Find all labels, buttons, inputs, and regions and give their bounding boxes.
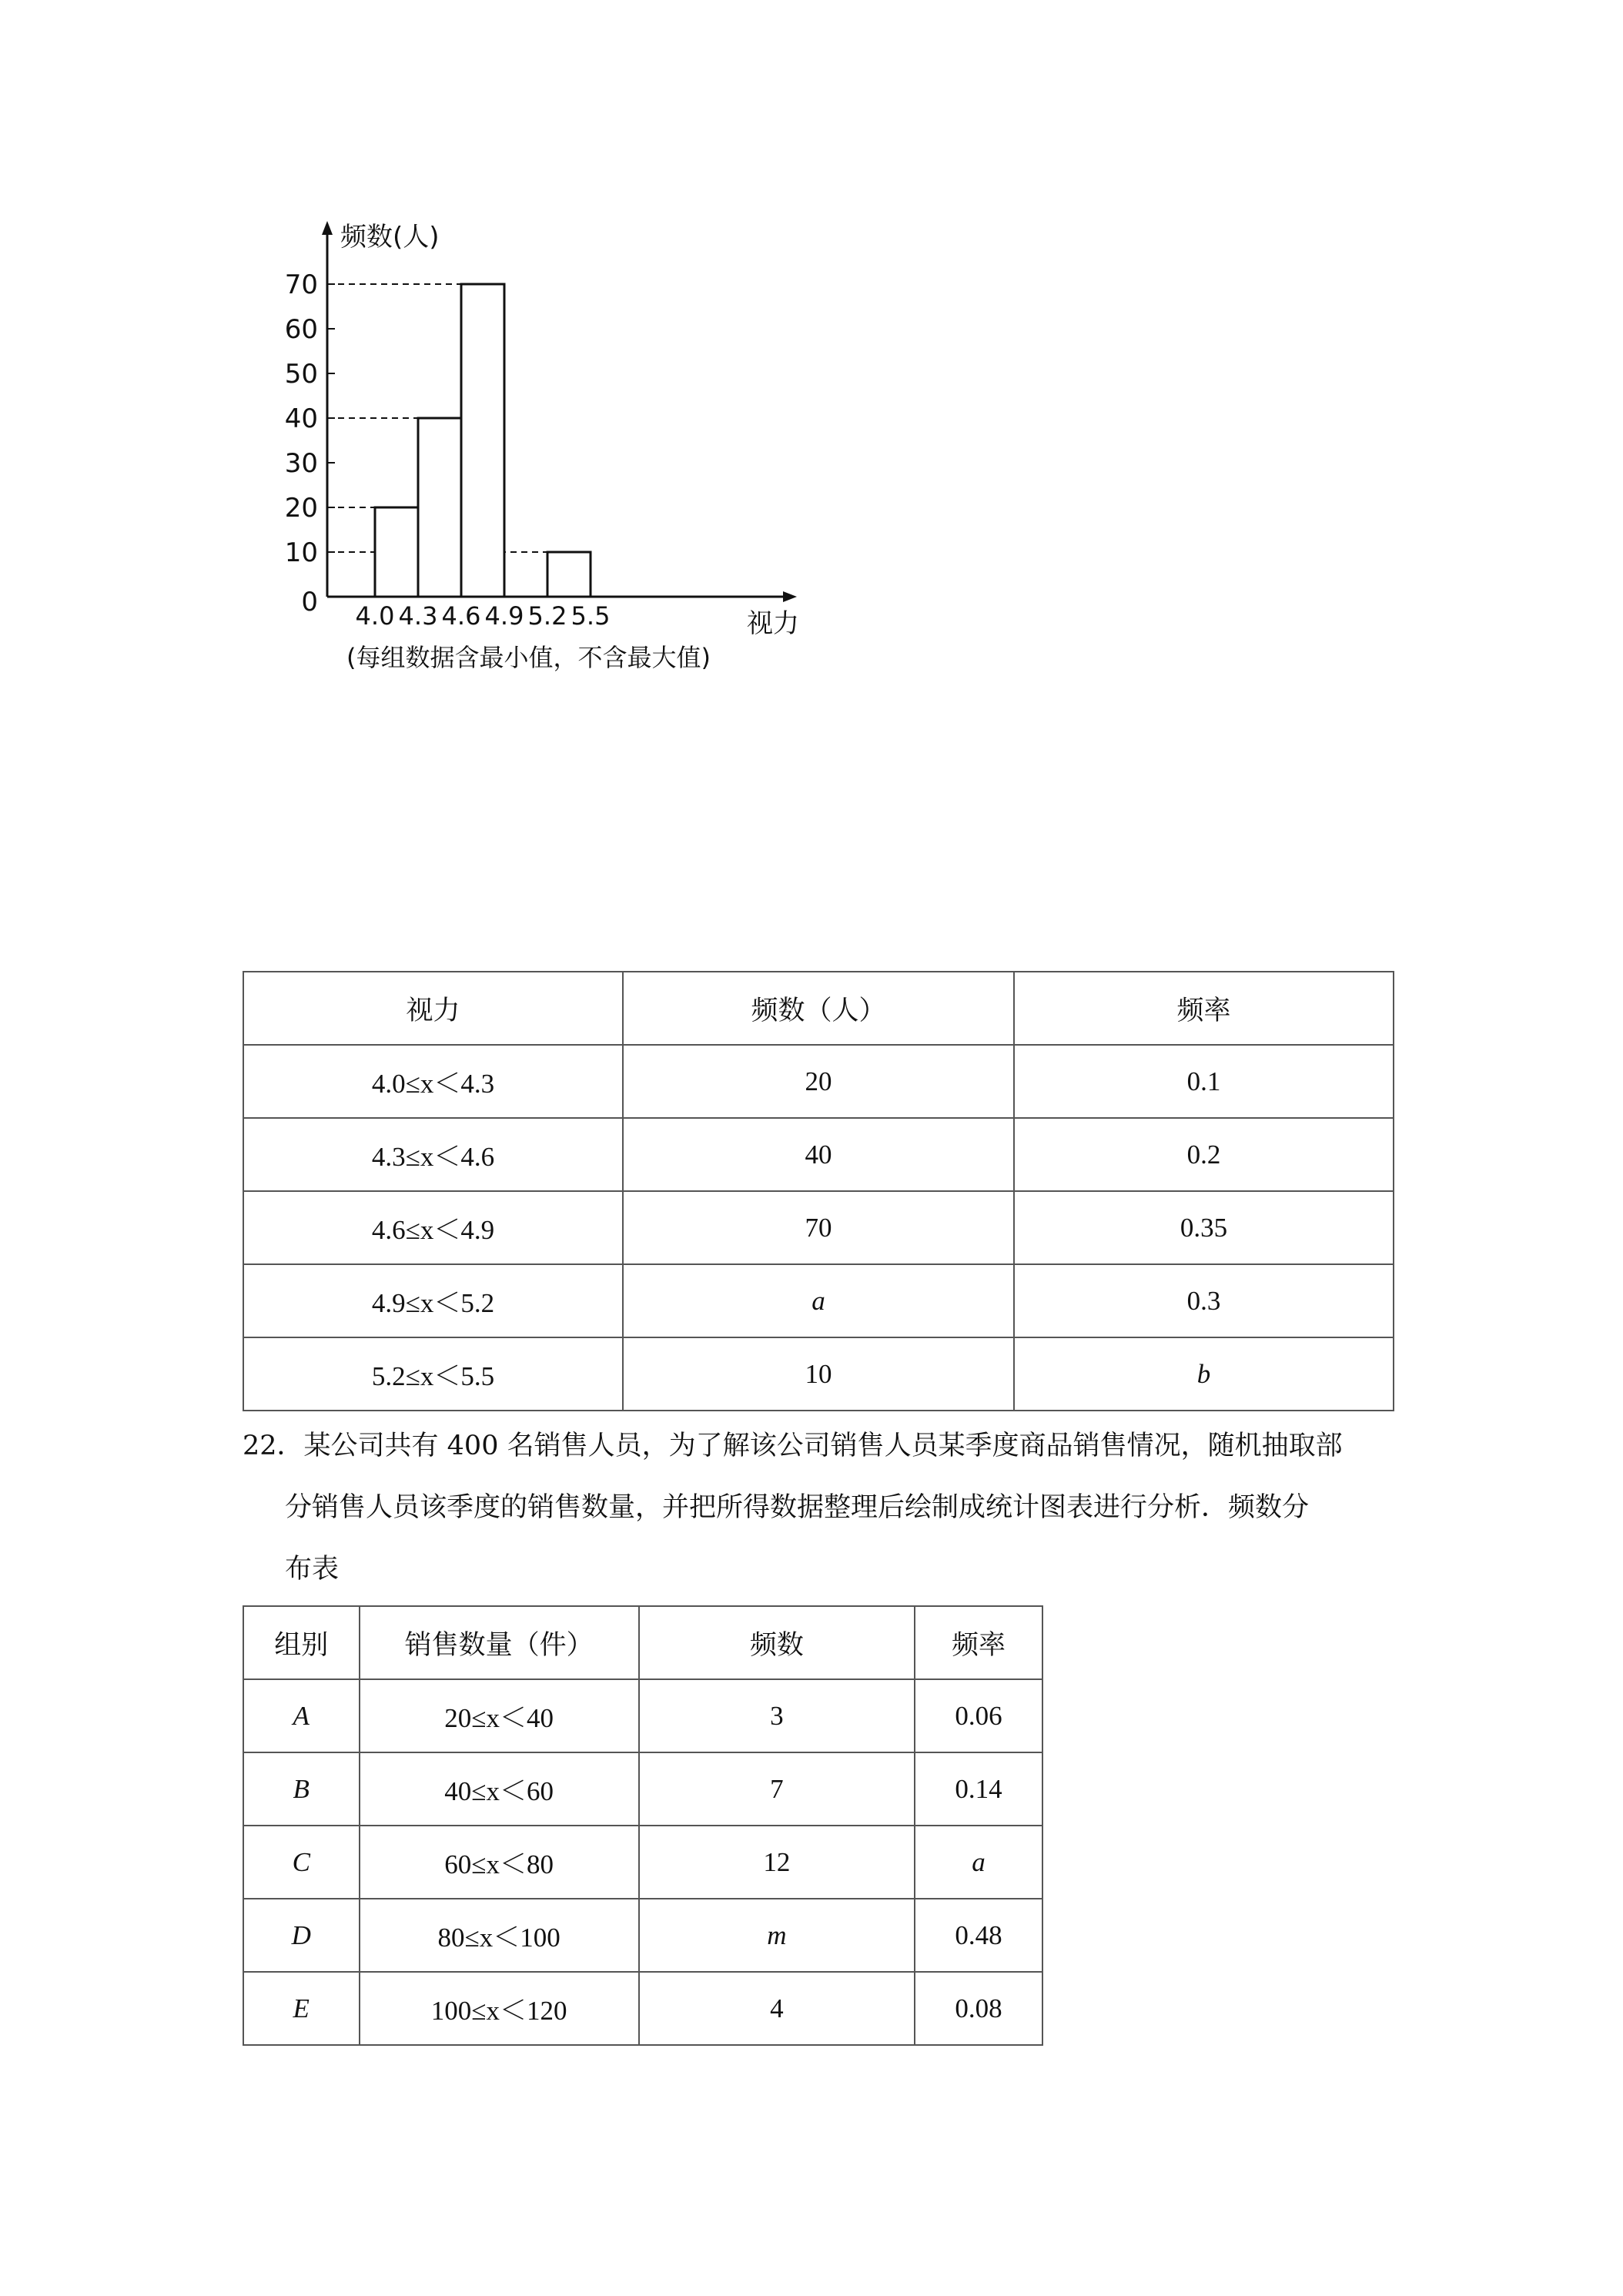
range-cell: 4.6≤x＜4.9 [243, 1191, 623, 1264]
table-row [243, 1118, 1394, 1191]
rate-cell: 0.2 [1014, 1118, 1394, 1191]
chart-note: (每组数据含最小值，不含最大值) [346, 643, 711, 672]
range-cell: 4.0≤x＜4.3 [243, 1045, 623, 1118]
range-cell: 100≤x＜120 [360, 1972, 639, 2045]
table-row [243, 1264, 1394, 1337]
header-cell: 组别 [243, 1606, 360, 1679]
rate-cell: 0.14 [915, 1752, 1042, 1826]
histogram-bar [547, 552, 591, 597]
range-cell: 4.9≤x＜5.2 [243, 1264, 623, 1337]
table-header-row [243, 1606, 1042, 1679]
bars [375, 284, 591, 597]
table-row [243, 1679, 1042, 1752]
x-tick-label: 4.3 [398, 601, 438, 631]
table-row [243, 1826, 1042, 1899]
y-tick-label: 40 [284, 403, 318, 434]
table-row [243, 1972, 1042, 2045]
rate-cell: 0.3 [1014, 1264, 1394, 1337]
x-axis-label: 视力 [747, 608, 799, 639]
y-axis-label: 频数(人) [340, 222, 440, 253]
question-line: 22．某公司共有 400 名销售人员，为了解该公司销售人员某季度商品销售情况，随机抽取部 [243, 1431, 1343, 1461]
count-cell: 70 [623, 1191, 1014, 1264]
header-cell: 销售数量（件） [360, 1606, 639, 1679]
count-cell: 3 [639, 1679, 915, 1752]
count-cell: 20 [623, 1045, 1014, 1118]
count-cell: 12 [639, 1826, 915, 1899]
count-cell: m [639, 1899, 915, 1972]
rate-cell: a [915, 1826, 1042, 1899]
histogram-bar [461, 284, 504, 597]
group-cell: E [243, 1972, 360, 2045]
question-line: 分销售人员该季度的销售数量，并把所得数据整理后绘制成统计图表进行分析．频数分 [285, 1492, 1310, 1523]
group-cell: A [243, 1679, 360, 1752]
y-tick-label: 20 [284, 493, 318, 524]
group-cell: B [243, 1752, 360, 1826]
header-cell: 频率 [1014, 972, 1394, 1045]
x-tick-label: 4.0 [355, 601, 395, 631]
table-row [243, 1752, 1042, 1826]
header-cell: 频数 [639, 1606, 915, 1679]
header-cell: 视力 [243, 972, 623, 1045]
x-tick-label: 4.6 [441, 601, 481, 631]
count-cell: 4 [639, 1972, 915, 2045]
y-tick-label: 70 [284, 269, 318, 300]
table-header-row [243, 972, 1394, 1045]
table-row [243, 1191, 1394, 1264]
count-cell: 7 [639, 1752, 915, 1826]
table-row [243, 1899, 1042, 1972]
histogram-bar [418, 418, 461, 597]
header-cell: 频率 [915, 1606, 1042, 1679]
table-row [243, 1045, 1394, 1118]
x-tick-label: 5.2 [527, 601, 567, 631]
question-22 [243, 1415, 1397, 1600]
range-cell: 4.3≤x＜4.6 [243, 1118, 623, 1191]
group-cell: C [243, 1826, 360, 1899]
question-line: 布表 [285, 1554, 340, 1585]
y-axis [322, 221, 333, 597]
table-row [243, 1337, 1394, 1411]
rate-cell: 0.48 [915, 1899, 1042, 1972]
x-tick-label: 5.5 [571, 601, 611, 631]
x-ticks [356, 601, 611, 631]
range-cell: 80≤x＜100 [360, 1899, 639, 1972]
range-cell: 40≤x＜60 [360, 1752, 639, 1826]
y-tick-label: 60 [284, 314, 318, 345]
y-tick-label: 50 [284, 359, 318, 390]
rate-cell: 0.06 [915, 1679, 1042, 1752]
range-cell: 60≤x＜80 [360, 1826, 639, 1899]
rate-cell: b [1014, 1337, 1394, 1411]
rate-cell: 0.1 [1014, 1045, 1394, 1118]
rate-cell: 0.35 [1014, 1191, 1394, 1264]
header-cell: 频数（人） [623, 972, 1014, 1045]
y-tick-label: 10 [284, 537, 318, 568]
group-cell: D [243, 1899, 360, 1972]
vision-frequency-table [243, 971, 1394, 1411]
count-cell: 10 [623, 1337, 1014, 1411]
count-cell: a [623, 1264, 1014, 1337]
y-tick-label: 0 [301, 587, 318, 618]
sales-frequency-table [243, 1605, 1043, 2046]
count-cell: 40 [623, 1118, 1014, 1191]
range-cell: 20≤x＜40 [360, 1679, 639, 1752]
y-tick-label: 30 [284, 448, 318, 479]
x-tick-label: 4.9 [484, 601, 524, 631]
rate-cell: 0.08 [915, 1972, 1042, 2045]
histogram-bar [375, 507, 418, 597]
vision-histogram [284, 219, 832, 689]
range-cell: 5.2≤x＜5.5 [243, 1337, 623, 1411]
